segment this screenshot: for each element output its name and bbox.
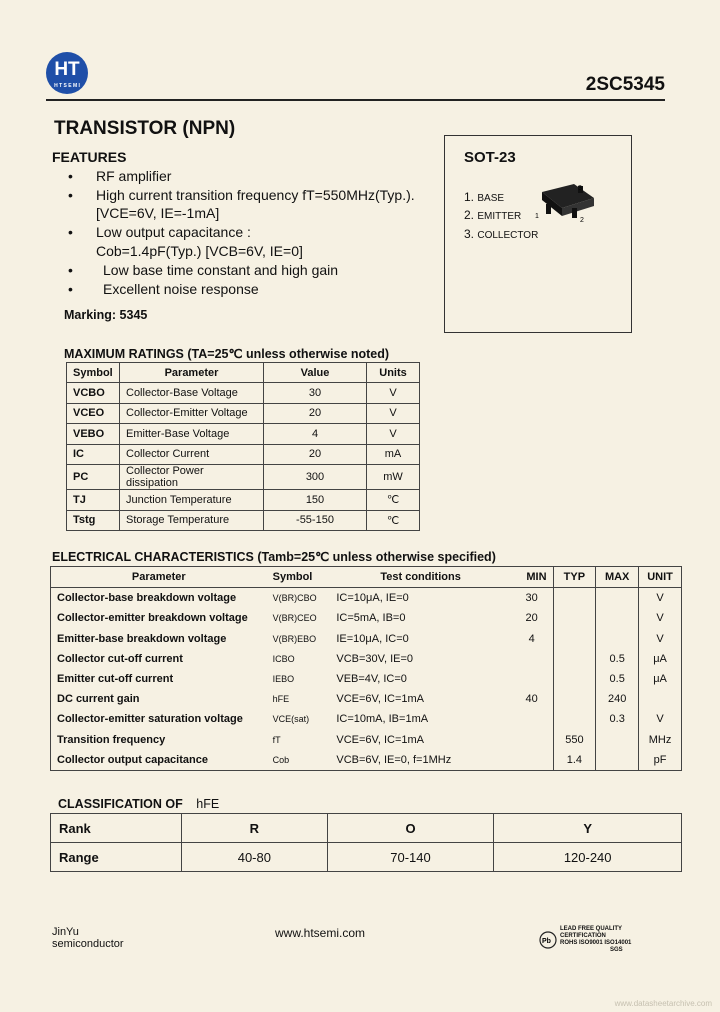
classification-heading: CLASSIFICATION OF hFE [58, 797, 220, 811]
feature-item-cont: Cob=1.4pF(Typ.) [VCB=6V, IE=0] [96, 243, 303, 259]
table-row: Emitter-base breakdown voltage V(BR)EBO IE=10μA, IC=0 4 V [51, 629, 682, 649]
table-row: PC Collector Power dissipation 300 mW [67, 465, 420, 490]
part-number: 2SC5345 [585, 74, 665, 95]
feature-item: • High current transition frequency fT=550MHz(Typ.). [68, 187, 415, 203]
table-row: Collector-base breakdown voltage V(BR)CBO IC=10μA, IE=0 30 V [51, 588, 682, 609]
classification-table [50, 813, 682, 872]
pin-label-2: 2 [580, 217, 584, 224]
logo-text: HT [54, 59, 80, 80]
table-row: VCEO Collector-Emitter Voltage 20 V [67, 403, 420, 424]
pin-2: 2. EMITTER [464, 208, 522, 222]
pin-label-1: 1 [535, 213, 539, 220]
feature-item: • Low base time constant and high gain [68, 262, 339, 278]
table-row: Emitter cut-off current IEBO VEB=4V, IC=0 0.5 μA [51, 669, 682, 689]
footer-url[interactable]: www.htsemi.com [275, 926, 366, 940]
electrical-heading: ELECTRICAL CHARACTERISTICS (Tamb=25℃ unless otherwise specified) [52, 550, 496, 564]
table-header-row: Symbol Parameter Value Units [67, 363, 420, 383]
lead-free-icon [538, 930, 558, 950]
table-header-row: Rank R O Y [51, 814, 682, 843]
pin-1: 1. BASE [464, 190, 505, 204]
page-title: TRANSISTOR (NPN) [54, 118, 236, 139]
table-row: Collector-emitter breakdown voltage V(BR)CEO IC=5mA, IB=0 20 V [51, 608, 682, 628]
watermark: www.datasheetarchive.com [614, 999, 712, 1008]
features-heading: FEATURES [52, 149, 127, 165]
table-row: VCBO Collector-Base Voltage 30 V [67, 383, 420, 404]
package-name: SOT-23 [464, 149, 516, 166]
certification-block: LEAD FREE QUALITY CERTIFICATION ROHS ISO9001 ISO14001 SGS [560, 926, 632, 953]
table-row: VEBO Emitter-Base Voltage 4 V [67, 424, 420, 445]
table-row: Collector output capacitance Cob VCB=6V, IE=0, f=1MHz 1.4 pF [51, 750, 682, 771]
logo-subtext: H T S E M I [54, 83, 80, 89]
table-row: DC current gain hFE VCE=6V, IC=1mA 40 240 [51, 689, 682, 709]
feature-item: • Low output capacitance : [68, 224, 251, 240]
company-logo [46, 52, 88, 94]
pin-3: 3. COLLECTOR [464, 227, 539, 241]
table-row: Range 40-80 70-140 120-240 [51, 843, 682, 872]
feature-item: • Excellent noise response [68, 281, 259, 297]
sot23-package-icon [532, 180, 602, 230]
table-row: IC Collector Current 20 mA [67, 444, 420, 465]
feature-item-cont: [VCE=6V, IE=-1mA] [96, 205, 220, 221]
table-row: Transition frequency fT VCE=6V, IC=1mA 550 MHz [51, 730, 682, 750]
max-ratings-table [66, 362, 420, 531]
table-row: Collector-emitter saturation voltage VCE(sat) IC=10mA, IB=1mA 0.3 V [51, 709, 682, 729]
electrical-table [50, 566, 682, 771]
table-row: TJ Junction Temperature 150 ℃ [67, 490, 420, 511]
header-divider [46, 99, 665, 101]
table-row: Tstg Storage Temperature -55-150 ℃ [67, 510, 420, 531]
table-header-row: Parameter Symbol Test conditions MIN TYP MAX UNIT [51, 567, 682, 588]
footer-company: JinYu semiconductor [52, 926, 124, 950]
pin-label-3: 3 [578, 185, 582, 192]
marking-code: Marking: 5345 [64, 308, 148, 322]
table-row: Collector cut-off current ICBO VCB=30V, IE=0 0.5 μA [51, 649, 682, 669]
feature-item: • RF amplifier [68, 168, 172, 184]
max-ratings-heading: MAXIMUM RATINGS (TA=25℃ unless otherwise noted) [64, 347, 390, 361]
svg-text:Pb: Pb [542, 938, 551, 945]
